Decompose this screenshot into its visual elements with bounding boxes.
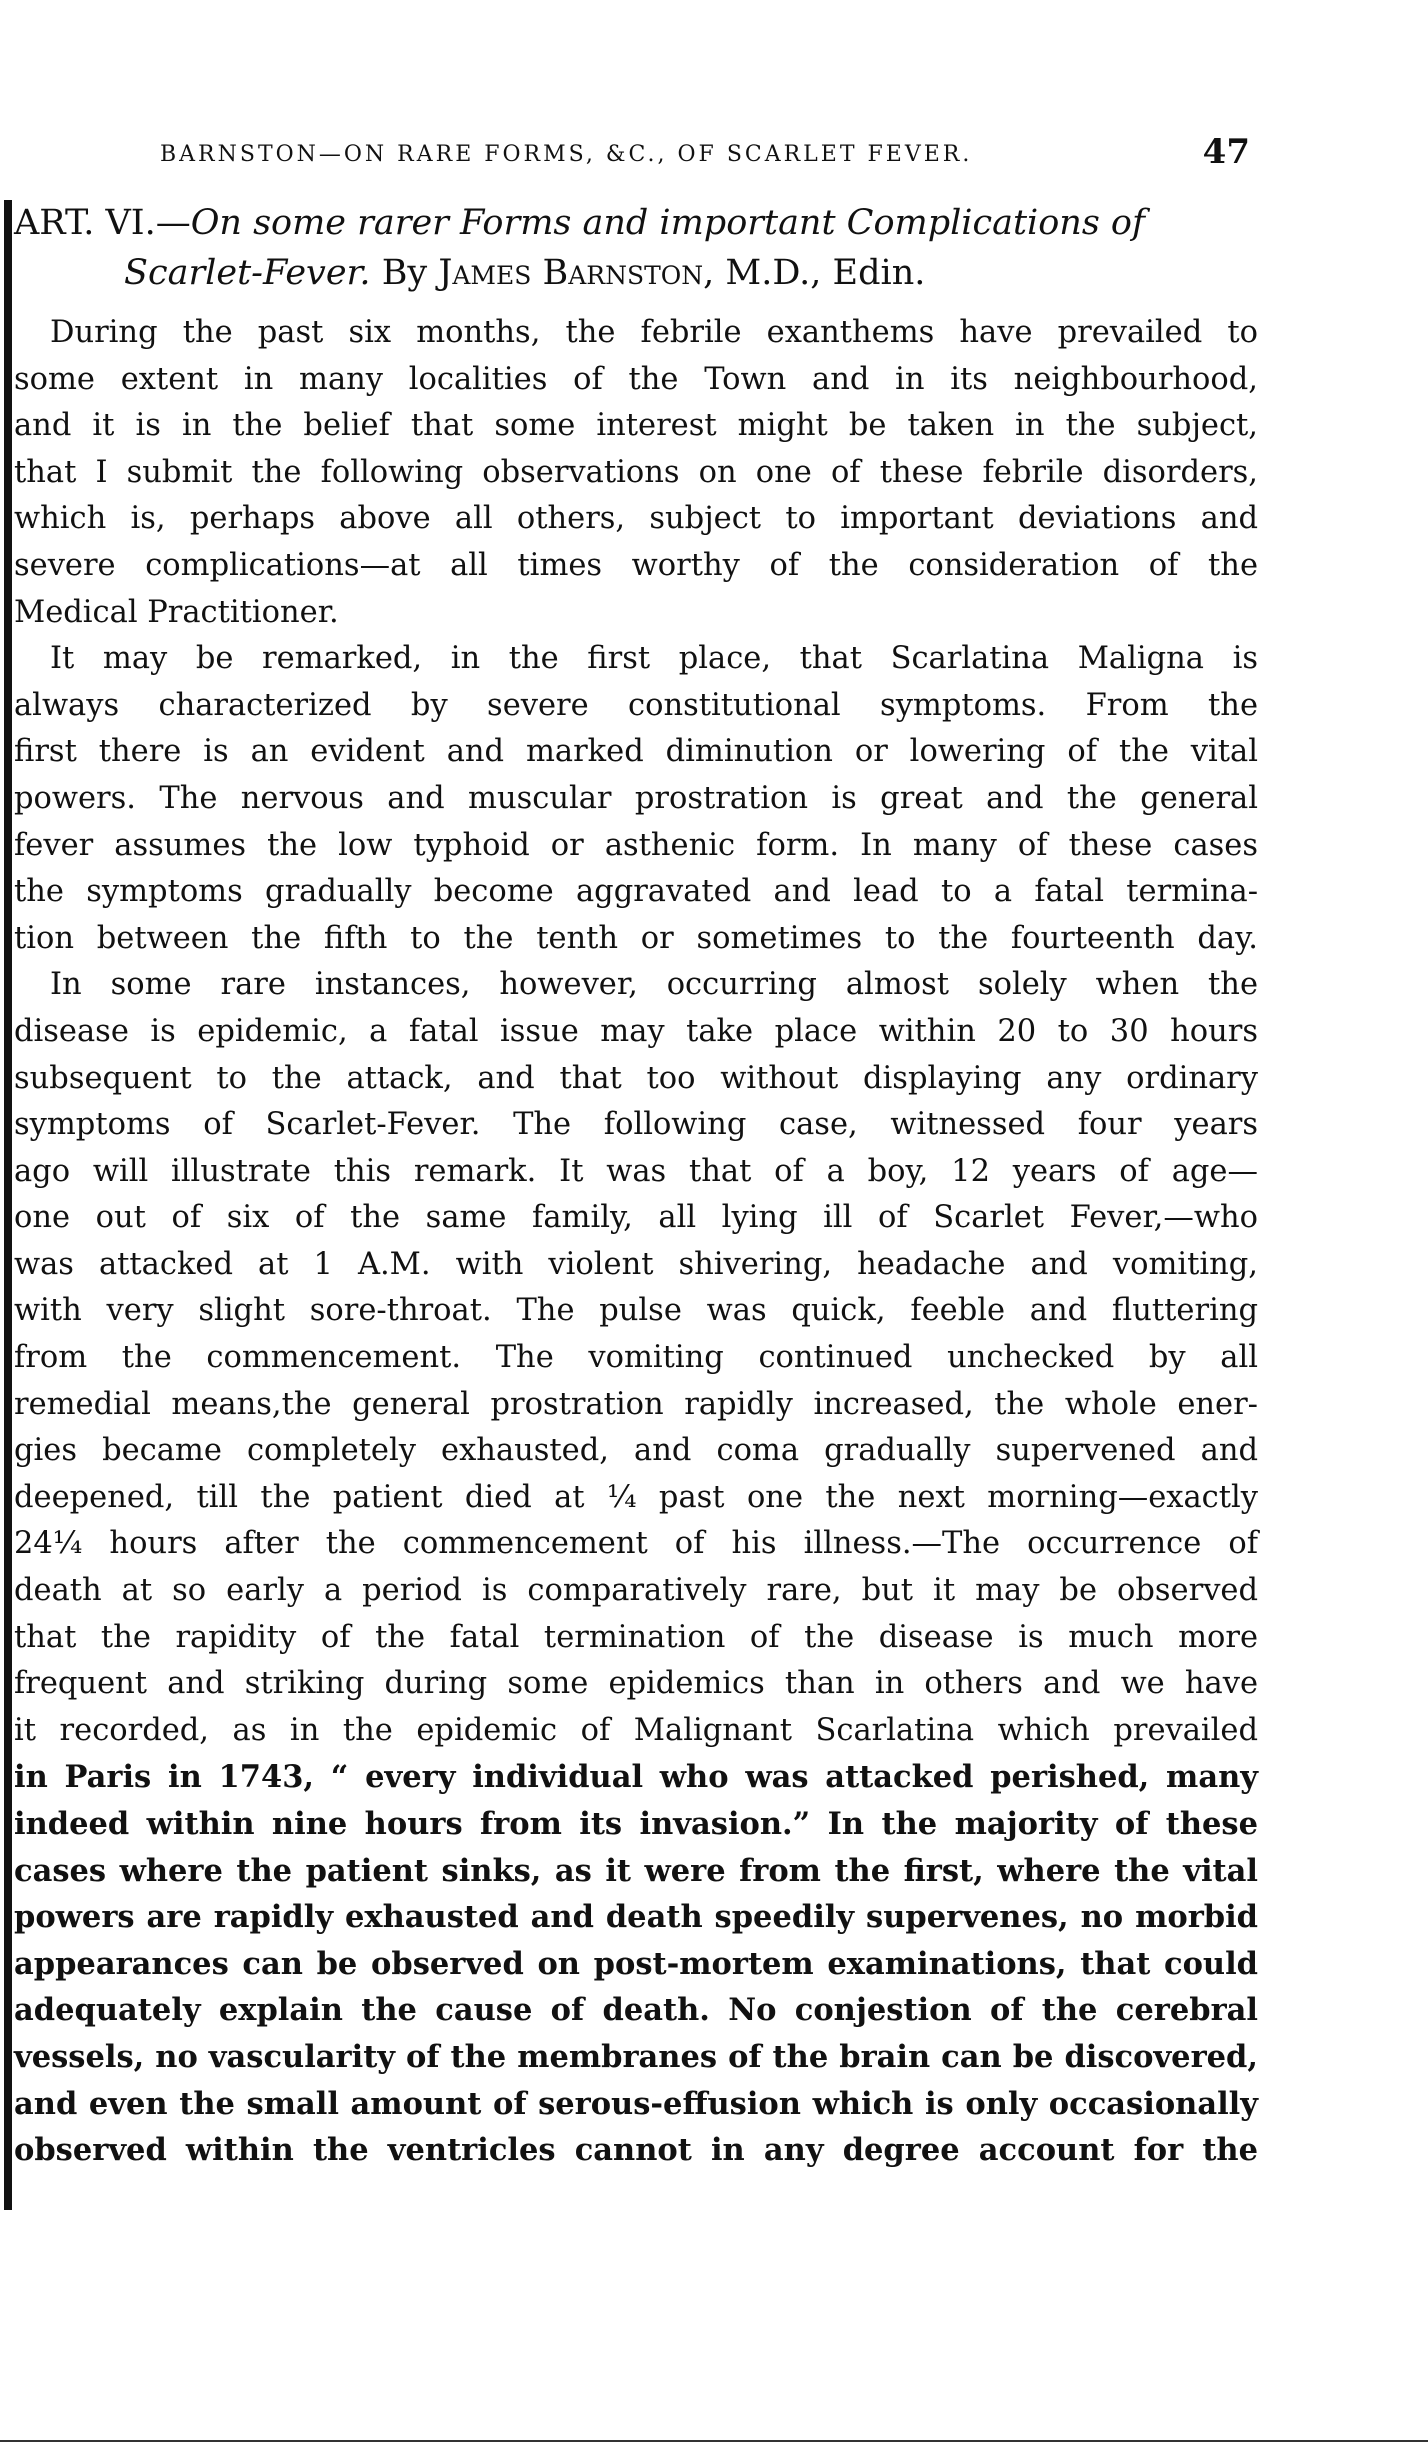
page-number: 47: [1202, 132, 1250, 172]
binding-edge-rule: [4, 200, 12, 2210]
text-line: fever assumes the low typhoid or asthenic form. In many of these cases: [14, 827, 1258, 863]
text-line: vessels, no vascularity of the membranes of the brain can be discovered,: [14, 2038, 1258, 2075]
text-line: with very slight sore-throat. The pulse was quick, feeble and fluttering: [14, 1293, 1258, 1329]
text-line: the symptoms gradually become aggravated and lead to a fatal termina-: [14, 874, 1258, 910]
page-bottom-rule: [0, 2440, 1428, 2442]
text-line: and even the small amount of serous-effusion which is only occasionally: [14, 2085, 1258, 2122]
text-line: powers are rapidly exhausted and death speedily supervenes, no morbid: [14, 1899, 1258, 1936]
text-line: It may be remarked, in the first place, that Scarlatina Maligna is: [50, 641, 1258, 677]
running-head: [160, 132, 1250, 178]
text-line: was attacked at 1 A.M. with violent shivering, headache and vomiting,: [14, 1246, 1258, 1282]
text-line: always characterized by severe constitutional symptoms. From the: [14, 687, 1258, 723]
text-line: from the commencement. The vomiting continued unchecked by all: [14, 1340, 1258, 1376]
text-line: subsequent to the attack, and that too without displaying any ordinary: [14, 1060, 1258, 1096]
text-line: observed within the ventricles cannot in any degree account for the: [14, 2132, 1258, 2169]
text-line: gies became completely exhausted, and coma gradually supervened and: [14, 1433, 1258, 1469]
text-line: 24¼ hours after the commencement of his illness.—The occurrence of: [14, 1526, 1258, 1562]
article-title-part-1: On some rarer Forms and important Complications of: [190, 203, 1145, 243]
text-line: in Paris in 1743, “ every individual who was attacked perished, many: [14, 1759, 1258, 1796]
text-line: death at so early a period is comparatively rare, but it may be observed: [14, 1573, 1258, 1609]
text-line: disease is epidemic, a fatal issue may take place within 20 to 30 hours: [14, 1013, 1258, 1049]
text-line: and it is in the belief that some interest might be taken in the subject,: [14, 408, 1258, 444]
text-line: In some rare instances, however, occurring almost solely when the: [50, 967, 1258, 1003]
author-credentials: , M.D., Edin.: [703, 253, 926, 293]
text-line: that the rapidity of the fatal termination of the disease is much more: [14, 1619, 1258, 1655]
text-line: indeed within nine hours from its invasion.” In the majority of these: [14, 1806, 1258, 1842]
text-line: frequent and striking during some epidemics than in others and we have: [14, 1666, 1258, 1702]
article-heading-line-1: [14, 198, 1254, 248]
article-title-part-2: Scarlet-Fever.: [124, 253, 371, 293]
text-line: one out of six of the same family, all lying ill of Scarlet Fever,—who: [14, 1200, 1258, 1236]
text-line: symptoms of Scarlet-Fever. The following case, witnessed four years: [14, 1107, 1258, 1143]
text-line: During the past six months, the febrile exanthems have prevailed to: [50, 315, 1258, 350]
text-line: severe complications—at all times worthy of the consideration of the: [14, 547, 1258, 583]
article-body: [14, 310, 1258, 2174]
text-line: tion between the fifth to the tenth or sometimes to the fourteenth day.: [14, 920, 1258, 956]
text-line: ago will illustrate this remark. It was that of a boy, 12 years of age—: [14, 1153, 1258, 1189]
text-line: first there is an evident and marked diminution or lowering of the vital: [14, 734, 1258, 770]
text-line: it recorded, as in the epidemic of Malignant Scarlatina which prevailed: [14, 1712, 1258, 1748]
article-heading-line-2: [14, 248, 1254, 298]
text-line: deepened, till the patient died at ¼ past one the next morning—exactly: [14, 1479, 1258, 1515]
text-line: Medical Practitioner.: [14, 594, 339, 630]
text-line: remedial means,the general prostration rapidly increased, the whole ener-: [14, 1386, 1258, 1422]
heavy-ink-section: [14, 1754, 1258, 2173]
byline-connector: By: [370, 253, 439, 293]
text-line: adequately explain the cause of death. No conjestion of the cerebral: [14, 1992, 1258, 2029]
running-head-title: BARNSTON—ON RARE FORMS, &C., OF SCARLET FEVER.: [160, 142, 973, 167]
article-heading: [14, 198, 1254, 298]
text-line: that I submit the following observations on one of these febrile disorders,: [14, 454, 1258, 490]
text-line: powers. The nervous and muscular prostration is great and the general: [14, 780, 1258, 816]
text-line: which is, perhaps above all others, subject to important deviations and: [14, 501, 1258, 537]
article-number: ART. VI.—: [14, 203, 191, 243]
text-line: some extent in many localities of the Town and in its neighbourhood,: [14, 361, 1258, 397]
text-line: appearances can be observed on post-mortem examinations, that could: [14, 1945, 1258, 1982]
text-line: cases where the patient sinks, as it were from the first, where the vital: [14, 1852, 1258, 1889]
author-name: James Barnston: [438, 253, 704, 293]
